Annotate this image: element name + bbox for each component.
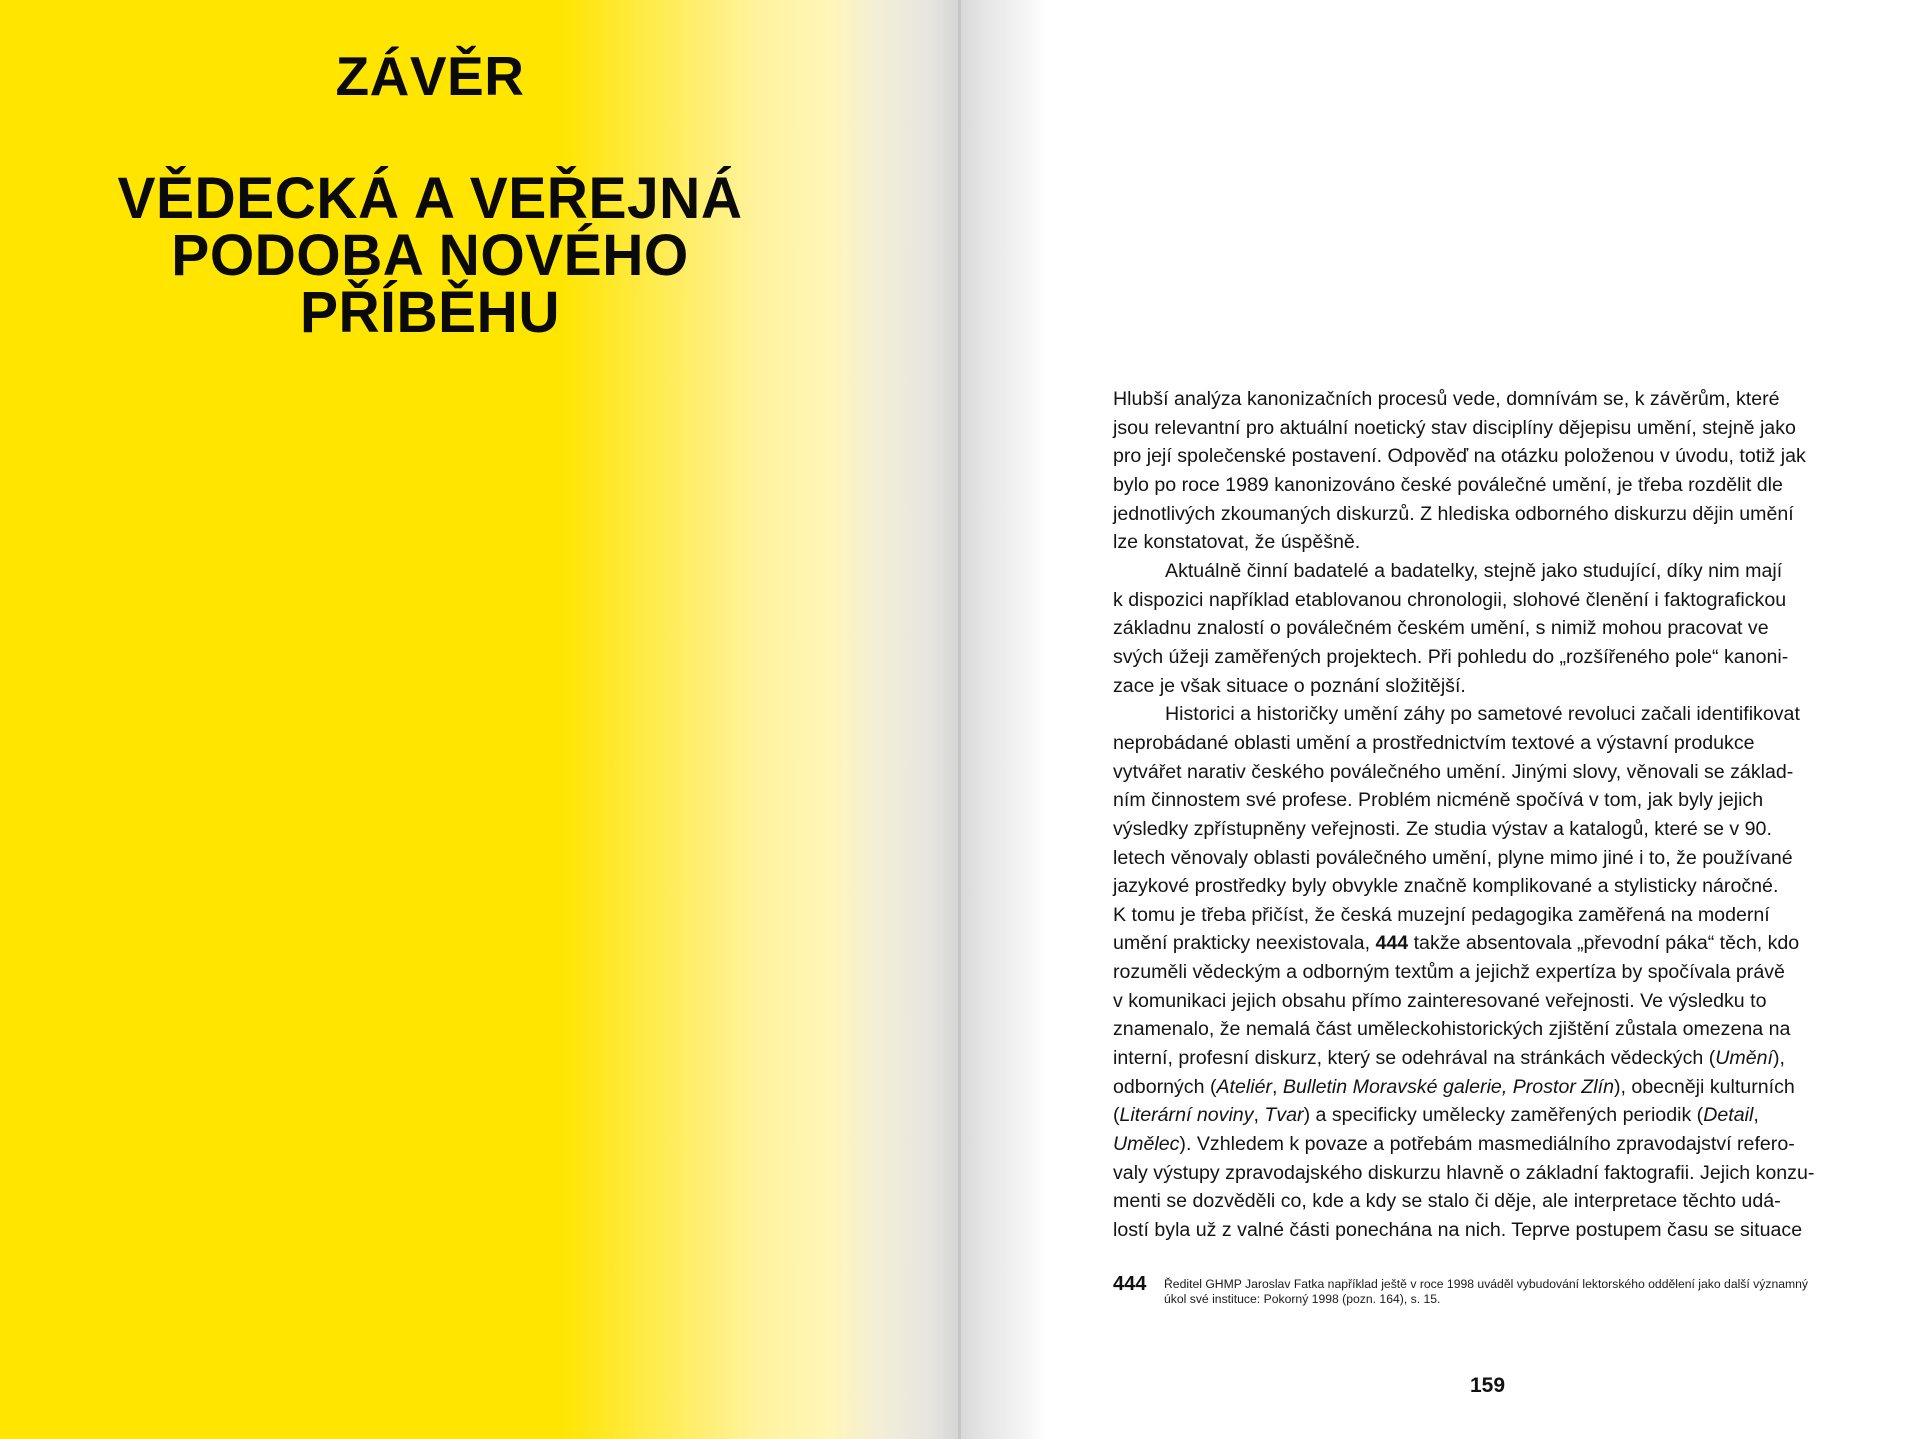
text-segment: jsou relevantní pro aktuální noetický stav disciplíny dějepisu umění, stejně jako xyxy=(1113,416,1796,439)
text-segment: základnu znalostí o poválečném českém umění, s nimiž mohou pracovat ve xyxy=(1113,617,1769,640)
footnote-number: 444 xyxy=(1113,1273,1147,1295)
body-line xyxy=(1113,442,1883,471)
body-line xyxy=(1113,987,1883,1016)
text-segment: svých úžeji zaměřených projektech. Při pohledu do „rozšířeného pole“ kanoni- xyxy=(1113,645,1789,668)
chapter-title-line: VĚDECKÁ A VEŘEJNÁ xyxy=(117,166,743,231)
italic-title: Literární noviny xyxy=(1119,1104,1254,1127)
body-line xyxy=(1113,471,1883,500)
body-line xyxy=(1113,872,1883,901)
body-line xyxy=(1113,758,1883,787)
footnote-line: Ředitel GHMP Jaroslav Fatka například ještě v roce 1998 uváděl vybudování lektorského oddělení jako další významný xyxy=(1164,1277,1809,1291)
text-segment: , xyxy=(1272,1075,1283,1098)
text-segment: zace je však situace o poznání složitější. xyxy=(1113,674,1466,697)
body-line xyxy=(1113,1044,1883,1073)
text-segment: jednotlivých zkoumaných diskurzů. Z hlediska odborného diskurzu dějin umění xyxy=(1113,502,1794,525)
body-line xyxy=(1113,614,1883,643)
chapter-title-line: PŘÍBĚHU xyxy=(299,280,561,345)
body-line xyxy=(1113,1015,1883,1044)
text-segment: ), xyxy=(1772,1047,1785,1070)
body-line xyxy=(1113,414,1883,443)
text-segment: lze konstatovat, že úspěšně. xyxy=(1113,531,1361,554)
text-segment: jazykové prostředky byly obvykle značně komplikované a stylisticky náročné. xyxy=(1113,875,1779,898)
body-line xyxy=(1113,1187,1883,1216)
text-segment: Hlubší analýza kanonizačních procesů vede, domnívám se, k závěrům, které xyxy=(1113,388,1780,410)
body-line xyxy=(1113,385,1883,414)
text-segment: takže absentovala „převodní páka“ těch, kdo xyxy=(1408,932,1800,955)
text-segment: bylo po roce 1989 kanonizováno české poválečné umění, je třeba rozdělit dle xyxy=(1113,473,1783,496)
body-line xyxy=(1113,786,1883,815)
text-segment: odborných ( xyxy=(1113,1075,1217,1098)
chapter-title-line: PODOBA NOVÉHO xyxy=(171,223,689,288)
text-segment: , xyxy=(1753,1104,1759,1127)
italic-title: Bulletin Moravské galerie, Prostor Zlín xyxy=(1282,1075,1614,1098)
text-segment: pro její společenské postavení. Odpověď na otázku položenou v úvodu, totiž jak xyxy=(1113,445,1806,468)
body-line xyxy=(1113,1130,1883,1159)
text-segment: Historici a historičky umění záhy po sametové revoluci začali identifikovat xyxy=(1165,703,1800,726)
italic-title: Tvar xyxy=(1264,1104,1304,1127)
text-segment: výsledky zpřístupněny veřejnosti. Ze studia výstav a katalogů, které se v 90. xyxy=(1113,817,1772,840)
body-line xyxy=(1113,500,1883,529)
chapter-title xyxy=(7,166,852,345)
body-line xyxy=(1113,901,1883,930)
body-line xyxy=(1113,586,1883,615)
text-segment: K tomu je třeba přičíst, že česká muzejní pedagogika zaměřená na moderní xyxy=(1113,903,1770,926)
body-line xyxy=(1113,672,1883,701)
body-line xyxy=(1113,1159,1883,1188)
text-segment: umění prakticky neexistovala, xyxy=(1113,932,1376,955)
body-line xyxy=(1113,815,1883,844)
italic-title: Ateliér xyxy=(1216,1075,1273,1098)
text-segment: lostí byla už z valné části ponechána na nich. Teprve postupem času se situace xyxy=(1113,1219,1803,1242)
footnote-text xyxy=(1164,1277,1904,1306)
text-segment: neprobádané oblasti umění a prostřednictvím textové a výstavní produkce xyxy=(1113,731,1755,754)
italic-title: Detail xyxy=(1703,1104,1754,1127)
body-line xyxy=(1113,700,1883,729)
chapter-label: ZÁVĚR xyxy=(335,45,525,107)
body-line xyxy=(1113,958,1883,987)
text-segment: Aktuálně činní badatelé a badatelky, stejně jako studující, díky nim mají xyxy=(1165,559,1783,582)
text-segment: znamenalo, že nemalá část uměleckohistorických zjištění zůstala omezena na xyxy=(1113,1018,1791,1041)
body-line xyxy=(1113,1101,1883,1130)
text-segment: valy výstupy zpravodajského diskurzu hlavně o základní faktografii. Jejich konzu- xyxy=(1113,1161,1815,1184)
text-segment: ) a specificky umělecky zaměřených periodik ( xyxy=(1303,1104,1704,1127)
text-segment: interní, profesní diskurz, který se odehrával na stránkách vědeckých ( xyxy=(1113,1047,1716,1070)
body-line xyxy=(1113,844,1883,873)
text-segment: ( xyxy=(1113,1104,1120,1127)
text-segment: , xyxy=(1253,1104,1265,1127)
text-segment: k dispozici například etablovanou chronologii, slohové členění i faktografickou xyxy=(1113,588,1787,611)
body-line xyxy=(1113,929,1883,958)
text-segment: menti se dozvěděli co, kde a kdy se stalo či děje, ale interpretace těchto udá- xyxy=(1113,1190,1781,1213)
text-segment: letech věnovaly oblasti poválečného umění, plyne mimo jiné i to, že používané xyxy=(1113,846,1793,869)
text-segment: rozuměli vědeckým a odborným textům a jejichž expertíza by spočívala právě xyxy=(1113,961,1785,984)
footnote-reference: 444 xyxy=(1375,932,1409,955)
page-number: 159 xyxy=(1470,1374,1506,1397)
body-line xyxy=(1113,1073,1883,1102)
text-segment: ním činnostem své profese. Problém nicméně spočívá v tom, jak byly jejich xyxy=(1113,789,1764,812)
body-line xyxy=(1113,557,1883,586)
text-segment: vytvářet narativ českého poválečného umění. Jinými slovy, věnovali se základ- xyxy=(1113,760,1794,783)
body-line xyxy=(1113,528,1883,557)
italic-title: Umělec xyxy=(1113,1133,1180,1156)
body-line xyxy=(1113,1216,1883,1245)
italic-title: Umění xyxy=(1715,1047,1773,1070)
text-segment: ), obecněji kulturních xyxy=(1613,1075,1795,1098)
body-line xyxy=(1113,643,1883,672)
body-line xyxy=(1113,729,1883,758)
text-segment: v komunikaci jejich obsahu přímo zainteresované veřejnosti. Ve výsledku to xyxy=(1113,989,1767,1012)
body-text xyxy=(1113,385,1883,1245)
text-segment: ). Vzhledem k povaze a potřebám masmediálního zpravodajství refero- xyxy=(1179,1133,1795,1156)
footnote-line: úkol své instituce: Pokorný 1998 (pozn. 164), s. 15. xyxy=(1164,1291,1441,1306)
